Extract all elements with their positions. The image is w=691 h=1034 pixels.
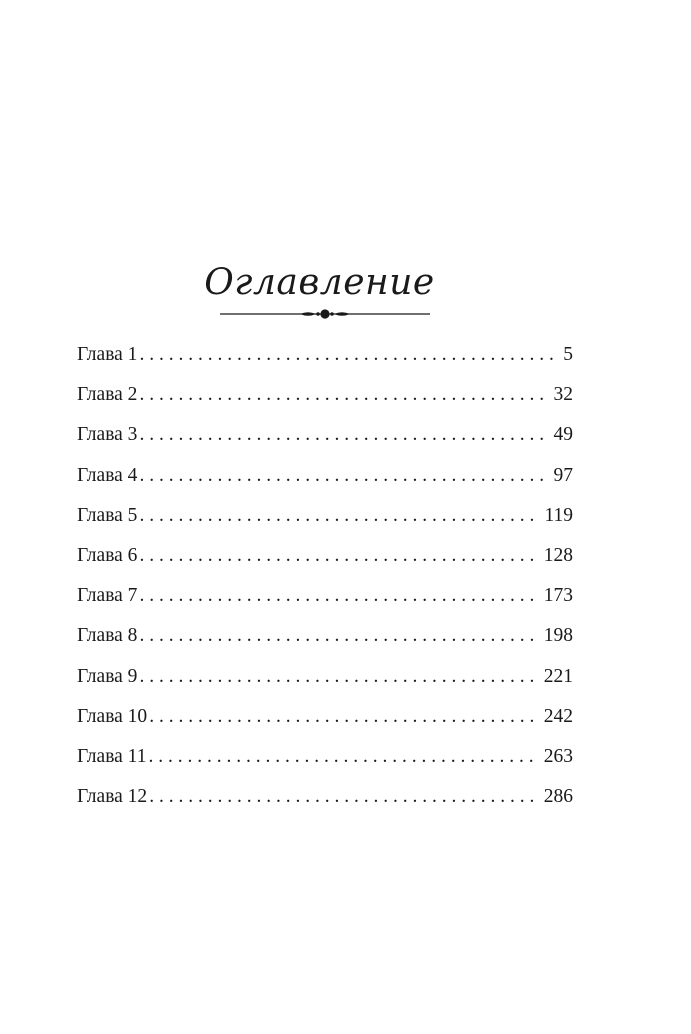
toc-dot-leader [139,623,535,649]
toc-entry-label: Глава 8 [77,625,138,647]
toc-entry-2[interactable] [77,382,573,422]
toc-entry-label: Глава 2 [77,384,138,406]
toc-entry-10[interactable] [77,704,573,744]
toc-dot-leader [139,463,545,489]
toc-dot-leader [139,342,555,368]
toc-entry-page: 128 [543,544,573,566]
toc-entry-label: Глава 7 [77,585,138,607]
toc-entry-label: Глава 1 [77,344,138,365]
toc-entry-4[interactable] [77,463,573,503]
toc-entry-12[interactable] [77,784,573,824]
toc-entry-8[interactable] [77,623,573,663]
toc-dot-leader [139,543,535,569]
toc-entry-page: 32 [553,384,573,406]
toc-entry-11[interactable] [77,744,573,784]
toc-dot-leader [139,503,536,529]
toc-entry-7[interactable] [77,583,573,623]
toc-entry-label: Глава 3 [77,424,138,446]
toc-dot-leader [139,382,545,408]
toc-entry-5[interactable] [77,503,573,543]
toc-dot-leader [139,422,545,448]
toc-dot-leader [149,704,536,730]
page-title [0,262,691,303]
toc-entry-1[interactable] [77,342,573,382]
toc-entry-label: Глава 12 [77,786,148,808]
toc-dot-leader [139,664,535,690]
toc-entry-label: Глава 4 [77,464,138,486]
toc-entry-page: 97 [553,464,573,486]
toc-dot-leader [148,744,535,770]
toc-dot-leader [139,583,535,609]
toc-entry-label: Глава 10 [77,705,148,727]
toc-entry-page: 198 [543,625,573,647]
toc-entry-label: Глава 6 [77,544,138,566]
toc-entry-page: 119 [544,504,573,526]
toc-entry-page: 173 [543,585,573,607]
toc-entry-page: 286 [543,786,573,808]
toc-entry-3[interactable] [77,422,573,462]
toc-entry-6[interactable] [77,543,573,583]
toc-entry-page: 263 [543,745,573,767]
toc-entry-label: Глава 9 [77,665,138,687]
toc-entry-page: 5 [563,344,573,365]
toc-entry-page: 242 [543,705,573,727]
toc-entry-page: 49 [553,424,573,446]
toc-entry-label: Глава 5 [77,504,138,526]
toc-dot-leader [149,784,536,810]
ornamental-divider-icon [220,306,430,322]
page-title-text: Оглавление [204,262,435,303]
toc-entry-label: Глава 11 [77,745,147,767]
toc-entry-page: 221 [543,665,573,687]
table-of-contents [77,342,573,824]
toc-entry-9[interactable] [77,664,573,704]
